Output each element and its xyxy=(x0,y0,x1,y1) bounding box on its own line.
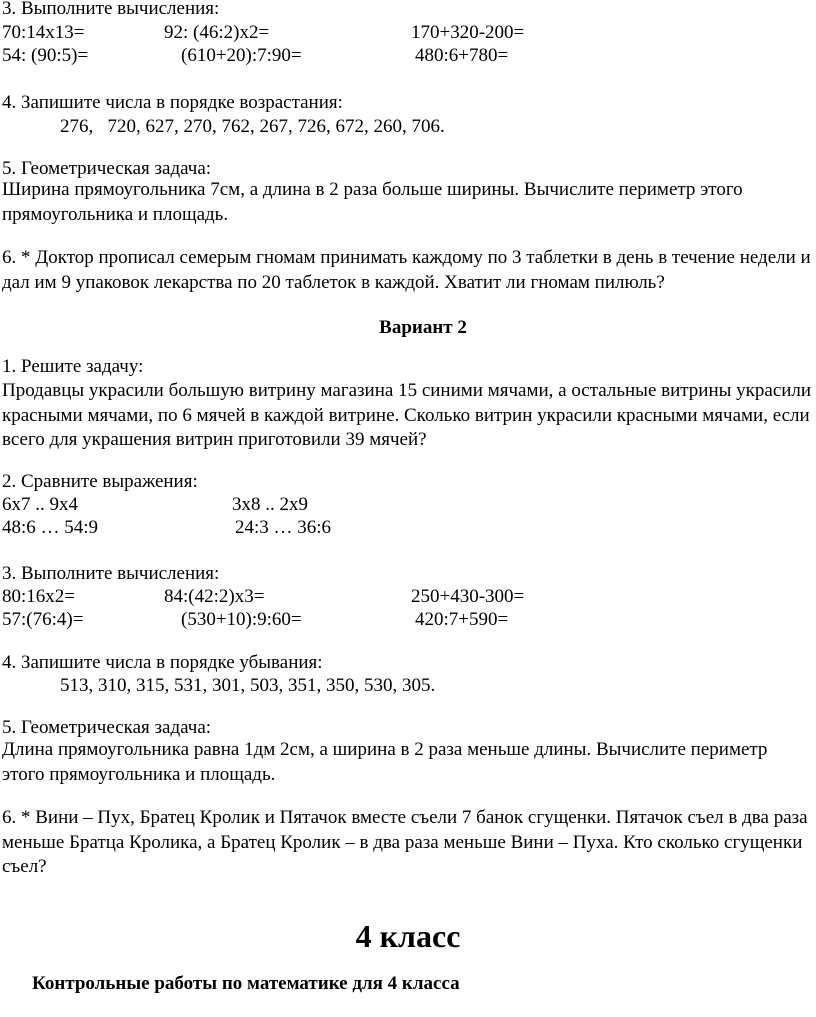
v2-task3-expr-4: 57:(76:4)= xyxy=(2,609,84,630)
v2-task5-text: Длина прямоугольника равна 1дм 2см, а ширина в 2 раза меньше длины. Вычислите периметр этого прямоугольника и площадь. xyxy=(2,739,768,785)
v2-task2-expr-2: 3х8 .. 2х9 xyxy=(232,494,308,515)
task3-expr-5: (610+20):7:90= xyxy=(181,45,302,66)
task5-heading: 5. Геометрическая задача: xyxy=(2,158,212,179)
v2-task2-heading: 2. Сравните выражения: xyxy=(2,471,198,492)
v2-task3-expr-2: 84:(42:2)х3= xyxy=(164,586,265,607)
v2-task3-expr-5: (530+10):9:60= xyxy=(181,609,302,630)
v2-task6-text: 6. * Вини – Пух, Братец Кролик и Пятачок вместе съели 7 банок сгущенки. Пятачок съел в два раза меньше Братца Кролика, а Братец Кролик – в два раза меньше Вини – Пуха. Кто сколько сгущенки съел? xyxy=(2,807,808,877)
variant2-title: Вариант 2 xyxy=(379,317,467,338)
v2-task1-text: Продавцы украсили большую витрину магазина 15 синими мячами, а остальные витрины украсили красными мячами, по 6 мячей в каждой витрине. Сколько витрин украсили красными мячами, если всего для украшения витрин приготовили 39 мячей? xyxy=(2,380,812,450)
v2-task3-expr-3: 250+430-300= xyxy=(411,586,525,607)
task3-expr-6: 480:6+780= xyxy=(415,45,509,66)
grade4-subtitle: Контрольные работы по математике для 4 класса xyxy=(32,973,460,994)
task3-expr-4: 54: (90:5)= xyxy=(2,45,89,66)
task3-heading: 3. Выполните вычисления: xyxy=(2,0,220,19)
task4-heading: 4. Запишите числа в порядке возрастания: xyxy=(2,92,343,113)
v2-task4-heading: 4. Запишите числа в порядке убывания: xyxy=(2,652,323,673)
task3-expr-3: 170+320-200= xyxy=(411,22,525,43)
v2-task1-heading: 1. Решите задачу: xyxy=(2,356,144,377)
v2-task4-numbers: 513, 310, 315, 531, 301, 503, 351, 350, 530, 305. xyxy=(60,675,436,696)
v2-task3-expr-1: 80:16х2= xyxy=(2,586,75,607)
v2-task3-heading: 3. Выполните вычисления: xyxy=(2,563,220,584)
task4-numbers: 276, 720, 627, 270, 762, 267, 726, 672, 260, 706. xyxy=(60,116,445,137)
grade4-title: 4 класс xyxy=(355,918,461,954)
v2-task2-expr-1: 6х7 .. 9х4 xyxy=(2,494,78,515)
task6-text: 6. * Доктор прописал семерым гномам принимать каждому по 3 таблетки в день в течение недели и дал им 9 упаковок лекарства по 20 таблеток в каждой. Хватит ли гномам пилюль? xyxy=(2,247,811,293)
task3-expr-2: 92: (46:2)х2= xyxy=(164,22,270,43)
task3-expr-1: 70:14х13= xyxy=(2,22,85,43)
v2-task2-expr-3: 48:6 … 54:9 xyxy=(2,517,99,538)
v2-task2-expr-4: 24:3 … 36:6 xyxy=(235,517,332,538)
task5-text: Ширина прямоугольника 7см, а длина в 2 раза больше ширины. Вычислите периметр этого прямоугольника и площадь. xyxy=(2,179,743,225)
v2-task5-heading: 5. Геометрическая задача: xyxy=(2,717,212,738)
v2-task3-expr-6: 420:7+590= xyxy=(415,609,509,630)
